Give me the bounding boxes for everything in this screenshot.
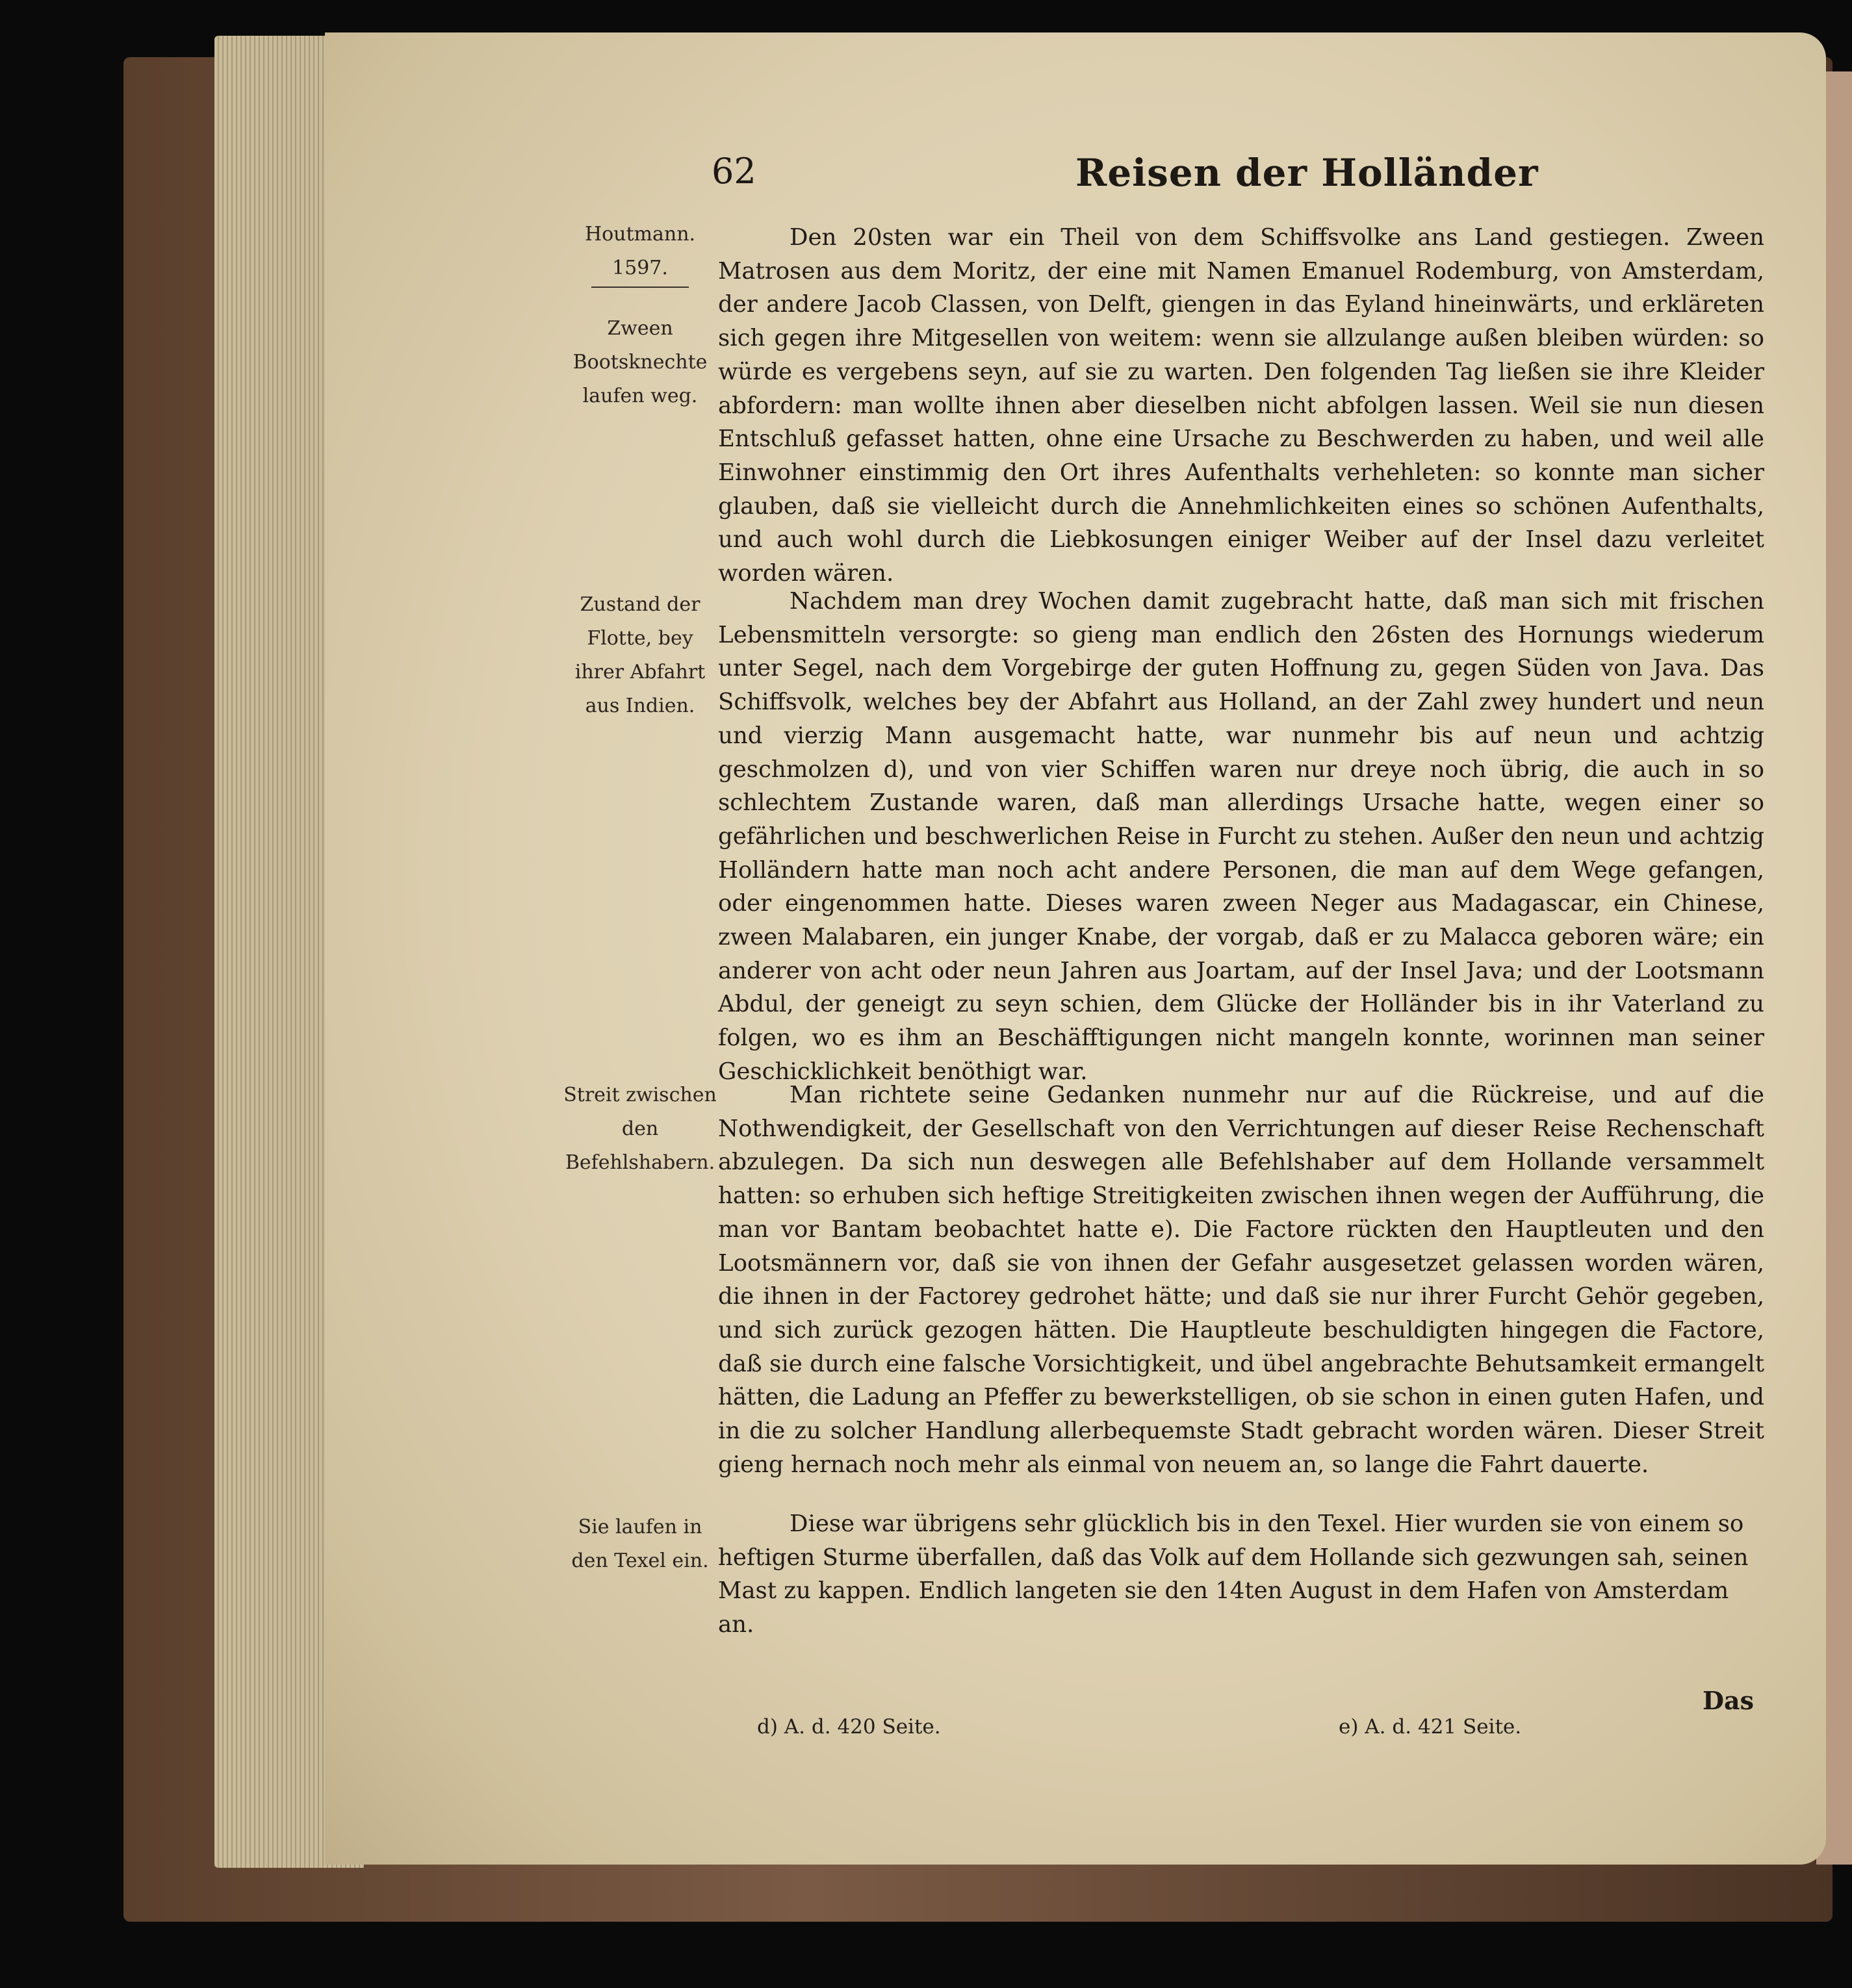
paragraph-3: Man richtete seine Gedanken nunmehr nur auf die Rückreise, und auf die Nothwendigkeit, der Gesellschaft von den Verrichtungen auf dieser Reise Rechenschaft abzulegen. Da sich nun deswegen alle Befehlshaber auf dem Hollande versammelt hatten: so erhuben sich heftige Streitigkeiten zwischen ihnen wegen der Aufführung, die man vor Bantam beobachtet hatte e). Die Factore rückten den Hauptleuten und den Lootsmännern vor, daß sie von ihnen der Gefahr ausgesetzet gelassen worden wären, die ihnen in der Factorey gedrohet hätte; und daß sie nur ihrer Furcht Gehör gegeben, und sich zurück gezogen hätten. Die Hauptleute beschuldigten hingegen die Factore, daß sie durch eine falsche Vorsichtigkeit, und übel angebrachte Behutsamkeit ermangelt hätten, die Ladung an Pfeffer zu bewerkstelligen, ob sie schon in einen guten Hafen, und in die zu solcher Handlung allerbequemste Stadt gebracht worden wären. Dieser Streit gieng hernach noch mehr als einmal von neuem an, so lange die Fahrt dauerte. [718, 1082, 1764, 1478]
footnote-e: e) A. d. 421 Seite. [1339, 1715, 1522, 1739]
page-header [712, 151, 1539, 209]
margin-note-author-year [562, 218, 718, 293]
margin-note-4: Sie laufen in den Texel ein. [571, 1516, 709, 1572]
margin-note-1: Zween Bootsknechte laufen weg. [572, 317, 708, 407]
paragraph-1: Den 20sten war ein Theil von dem Schiffsvolke ans Land gestiegen. Zween Matrosen aus dem Moritz, der eine mit Namen Emanuel Rodemburg, von Amsterdam, der andere Jacob Classen, von Delft, giengen in das Eyland hineinwärts, und erkläreten sich gegen ihre Mitgesellen von weitem: wenn sie allzulange außen bleiben würden: so würde es vergebens seyn, auf sie zu warten. Den folgenden Tag ließen sie ihre Kleider abfordern: man wollte ihnen aber dieselben nicht abfolgen lassen. Weil sie nun diesen Entschluß gefasset hatten, ohne eine Ursache zu Beschwerden zu haben, und weil alle Einwohner einstimmig den Ort ihres Aufenthalts verhehleten: so konnte man sicher glauben, daß sie vielleicht durch die Annehmlichkeiten eines so schönen Aufenthalts, und auch wohl durch die Liebkosungen einiger Weiber auf der Insel dazu verleitet worden wären. [718, 224, 1764, 587]
margin-divider [591, 287, 689, 288]
margin-year: 1597. [612, 257, 668, 279]
paragraph-4: Diese war übrigens sehr glücklich bis in den Texel. Hier wurden sie von einem so heftigen Sturme überfallen, daß das Volk auf dem Hollande sich gezwungen sah, seinen Mast zu kappen. Endlich langeten sie den 14ten August in dem Hafen von Amsterdam an. [718, 1510, 1749, 1638]
catchword: Das [1703, 1686, 1754, 1715]
footnote-d: d) A. d. 420 Seite. [757, 1715, 941, 1739]
margin-author: Houtmann. [584, 223, 696, 246]
margin-note-3: Streit zwischen den Befehlshabern. [563, 1084, 717, 1174]
running-title: Reisen der Holländer [1075, 151, 1539, 195]
margin-note-2: Zustand der Flotte, bey ihrer Abfahrt aus Indien. [574, 593, 706, 717]
paragraph-2: Nachdem man drey Wochen damit zugebracht hatte, daß man sich mit frischen Lebensmitteln versorgte: so gieng man endlich den 26sten des Hornungs wiederum unter Segel, nach dem Vorgebirge der guten Hoffnung zu, gegen Süden von Java. Das Schiffsvolk, welches bey der Abfahrt aus Holland, an der Zahl zwey hundert und neun und vierzig Mann ausgemacht hatte, war nunmehr bis auf neun und achtzig geschmolzen d), und von vier Schiffen waren nur dreye noch übrig, die auch in so schlechtem Zustande waren, daß man allerdings Ursache hatte, wegen einer so gefährlichen und beschwerlichen Reise in Furcht zu stehen. Außer den neun und achtzig Holländern hatte man noch acht andere Personen, die man auf dem Wege gefangen, oder eingenommen hatte. Dieses waren zween Neger aus Madagascar, ein Chinese, zween Malabaren, ein junger Knabe, der vorgab, daß er zu Malacca geboren wäre; ein anderer von acht oder neun Jahren aus Joartam, auf der Insel Java; und der Lootsmann Abdul, der geneigt zu seyn schien, dem Glücke der Holländer bis in ihr Vaterland zu folgen, wo es ihm an Beschäfftigungen nicht mangeln konnte, worinnen man seiner Geschicklichkeit benöthigt war. [718, 588, 1764, 1085]
page-number: 62 [712, 151, 756, 192]
